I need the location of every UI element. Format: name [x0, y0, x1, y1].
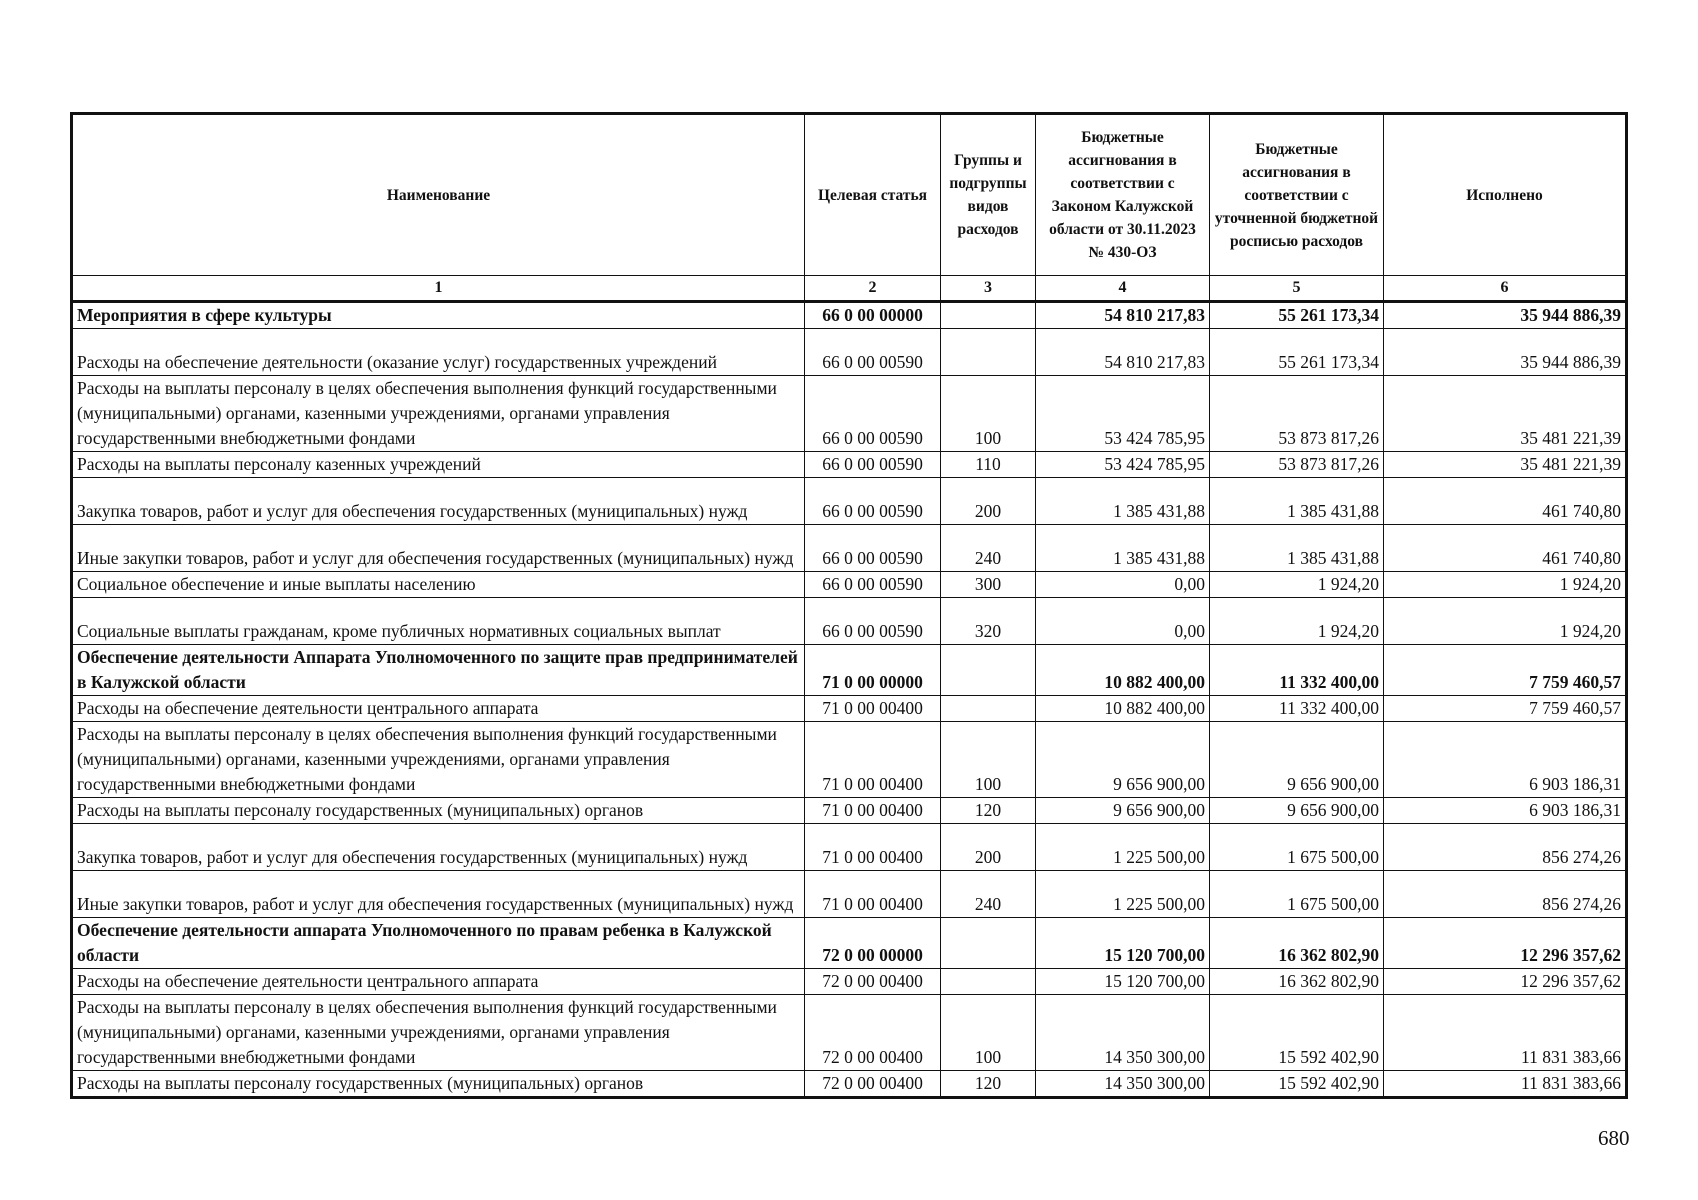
row-law-allocation: 53 424 785,95	[1036, 376, 1210, 452]
row-expense-group: 120	[941, 798, 1036, 824]
row-target-article: 66 0 00 00000	[805, 302, 941, 329]
table-row	[72, 824, 1627, 871]
row-law-allocation: 9 656 900,00	[1036, 722, 1210, 798]
row-name: Расходы на обеспечение деятельности центрального аппарата	[72, 696, 805, 722]
row-executed: 35 944 886,39	[1384, 302, 1627, 329]
row-expense-group: 320	[941, 598, 1036, 645]
row-law-allocation: 1 385 431,88	[1036, 525, 1210, 572]
table-row	[72, 478, 1627, 525]
row-name: Закупка товаров, работ и услуг для обеспечения государственных (муниципальных) нужд	[72, 478, 805, 525]
row-expense-group: 240	[941, 525, 1036, 572]
row-target-article: 71 0 00 00400	[805, 696, 941, 722]
budget-table	[70, 112, 1628, 1099]
row-law-allocation: 1 225 500,00	[1036, 871, 1210, 918]
table-row	[72, 525, 1627, 572]
header-revised-allocations: Бюджетные ассигнования в соответствии с уточненной бюджетной росписью расходов	[1210, 114, 1384, 276]
table-row	[72, 329, 1627, 376]
table-row	[72, 572, 1627, 598]
header-name: Наименование	[72, 114, 805, 276]
row-name: Социальные выплаты гражданам, кроме публичных нормативных социальных выплат	[72, 598, 805, 645]
row-expense-group: 200	[941, 824, 1036, 871]
row-target-article: 72 0 00 00400	[805, 969, 941, 995]
column-number: 5	[1210, 276, 1384, 302]
row-law-allocation: 9 656 900,00	[1036, 798, 1210, 824]
table-row	[72, 722, 1627, 798]
row-target-article: 66 0 00 00590	[805, 329, 941, 376]
row-expense-group	[941, 696, 1036, 722]
table-row	[72, 645, 1627, 696]
row-executed: 7 759 460,57	[1384, 645, 1627, 696]
row-executed: 7 759 460,57	[1384, 696, 1627, 722]
table-row	[72, 969, 1627, 995]
row-name: Расходы на обеспечение деятельности центрального аппарата	[72, 969, 805, 995]
column-number: 2	[805, 276, 941, 302]
row-revised-allocation: 55 261 173,34	[1210, 302, 1384, 329]
row-name: Расходы на выплаты персоналу в целях обеспечения выполнения функций государственными (муниципальными) органами, казенными учреждениями, органами управления государственными внебюджетными фондами	[72, 376, 805, 452]
row-target-article: 66 0 00 00590	[805, 376, 941, 452]
row-expense-group	[941, 329, 1036, 376]
row-revised-allocation: 1 675 500,00	[1210, 871, 1384, 918]
row-target-article: 66 0 00 00590	[805, 478, 941, 525]
row-revised-allocation: 53 873 817,26	[1210, 452, 1384, 478]
row-name: Расходы на выплаты персоналу казенных учреждений	[72, 452, 805, 478]
row-executed: 11 831 383,66	[1384, 1071, 1627, 1098]
table-row	[72, 598, 1627, 645]
row-name: Мероприятия в сфере культуры	[72, 302, 805, 329]
row-revised-allocation: 11 332 400,00	[1210, 696, 1384, 722]
row-name: Расходы на выплаты персоналу в целях обеспечения выполнения функций государственными (муниципальными) органами, казенными учреждениями, органами управления государственными внебюджетными фондами	[72, 995, 805, 1071]
row-expense-group: 100	[941, 995, 1036, 1071]
row-target-article: 71 0 00 00400	[805, 798, 941, 824]
header-law-allocations: Бюджетные ассигнования в соответствии с Законом Калужской области от 30.11.2023 № 430-ОЗ	[1036, 114, 1210, 276]
row-target-article: 71 0 00 00400	[805, 871, 941, 918]
row-executed: 461 740,80	[1384, 525, 1627, 572]
row-revised-allocation: 53 873 817,26	[1210, 376, 1384, 452]
row-law-allocation: 14 350 300,00	[1036, 995, 1210, 1071]
row-target-article: 72 0 00 00400	[805, 995, 941, 1071]
row-name: Расходы на выплаты персоналу в целях обеспечения выполнения функций государственными (муниципальными) органами, казенными учреждениями, органами управления государственными внебюджетными фондами	[72, 722, 805, 798]
row-revised-allocation: 55 261 173,34	[1210, 329, 1384, 376]
row-executed: 856 274,26	[1384, 824, 1627, 871]
row-target-article: 72 0 00 00000	[805, 918, 941, 969]
row-revised-allocation: 1 385 431,88	[1210, 525, 1384, 572]
row-executed: 35 481 221,39	[1384, 376, 1627, 452]
table-row	[72, 696, 1627, 722]
row-name: Расходы на выплаты персоналу государственных (муниципальных) органов	[72, 1071, 805, 1098]
row-target-article: 66 0 00 00590	[805, 572, 941, 598]
row-expense-group	[941, 918, 1036, 969]
row-law-allocation: 54 810 217,83	[1036, 302, 1210, 329]
row-expense-group: 120	[941, 1071, 1036, 1098]
row-expense-group: 100	[941, 722, 1036, 798]
row-revised-allocation: 15 592 402,90	[1210, 995, 1384, 1071]
row-expense-group: 200	[941, 478, 1036, 525]
row-name: Иные закупки товаров, работ и услуг для обеспечения государственных (муниципальных) нужд	[72, 871, 805, 918]
row-target-article: 66 0 00 00590	[805, 598, 941, 645]
column-number: 3	[941, 276, 1036, 302]
row-executed: 6 903 186,31	[1384, 722, 1627, 798]
row-law-allocation: 10 882 400,00	[1036, 696, 1210, 722]
row-name: Обеспечение деятельности аппарата Уполномоченного по правам ребенка в Калужской области	[72, 918, 805, 969]
table-body	[72, 302, 1627, 1098]
row-revised-allocation: 9 656 900,00	[1210, 798, 1384, 824]
row-executed: 12 296 357,62	[1384, 918, 1627, 969]
row-name: Закупка товаров, работ и услуг для обеспечения государственных (муниципальных) нужд	[72, 824, 805, 871]
row-executed: 35 481 221,39	[1384, 452, 1627, 478]
row-law-allocation: 1 225 500,00	[1036, 824, 1210, 871]
row-executed: 461 740,80	[1384, 478, 1627, 525]
row-name: Обеспечение деятельности Аппарата Уполномоченного по защите прав предпринимателей в Калужской области	[72, 645, 805, 696]
row-expense-group	[941, 645, 1036, 696]
table-row	[72, 302, 1627, 329]
row-target-article: 71 0 00 00400	[805, 824, 941, 871]
table-row	[72, 871, 1627, 918]
header-target-article: Целевая статья	[805, 114, 941, 276]
row-target-article: 72 0 00 00400	[805, 1071, 941, 1098]
row-revised-allocation: 9 656 900,00	[1210, 722, 1384, 798]
row-law-allocation: 0,00	[1036, 598, 1210, 645]
header-row	[72, 114, 1627, 276]
table-row	[72, 452, 1627, 478]
row-target-article: 66 0 00 00590	[805, 525, 941, 572]
table-row	[72, 918, 1627, 969]
table-row	[72, 376, 1627, 452]
row-revised-allocation: 15 592 402,90	[1210, 1071, 1384, 1098]
row-revised-allocation: 16 362 802,90	[1210, 918, 1384, 969]
row-executed: 856 274,26	[1384, 871, 1627, 918]
row-target-article: 71 0 00 00400	[805, 722, 941, 798]
row-law-allocation: 15 120 700,00	[1036, 969, 1210, 995]
row-expense-group: 110	[941, 452, 1036, 478]
row-law-allocation: 0,00	[1036, 572, 1210, 598]
row-revised-allocation: 11 332 400,00	[1210, 645, 1384, 696]
row-law-allocation: 10 882 400,00	[1036, 645, 1210, 696]
row-name: Иные закупки товаров, работ и услуг для обеспечения государственных (муниципальных) нужд	[72, 525, 805, 572]
row-executed: 35 944 886,39	[1384, 329, 1627, 376]
row-name: Расходы на обеспечение деятельности (оказание услуг) государственных учреждений	[72, 329, 805, 376]
row-executed: 11 831 383,66	[1384, 995, 1627, 1071]
row-revised-allocation: 1 675 500,00	[1210, 824, 1384, 871]
header-expense-groups: Группы и подгруппы видов расходов	[941, 114, 1036, 276]
row-target-article: 71 0 00 00000	[805, 645, 941, 696]
row-executed: 12 296 357,62	[1384, 969, 1627, 995]
table-row	[72, 995, 1627, 1071]
row-name: Расходы на выплаты персоналу государственных (муниципальных) органов	[72, 798, 805, 824]
row-expense-group: 100	[941, 376, 1036, 452]
row-law-allocation: 1 385 431,88	[1036, 478, 1210, 525]
row-revised-allocation: 1 924,20	[1210, 572, 1384, 598]
column-number: 1	[72, 276, 805, 302]
row-target-article: 66 0 00 00590	[805, 452, 941, 478]
column-number: 4	[1036, 276, 1210, 302]
row-law-allocation: 54 810 217,83	[1036, 329, 1210, 376]
table-row	[72, 798, 1627, 824]
row-revised-allocation: 1 924,20	[1210, 598, 1384, 645]
row-revised-allocation: 16 362 802,90	[1210, 969, 1384, 995]
row-executed: 1 924,20	[1384, 572, 1627, 598]
table-row	[72, 1071, 1627, 1098]
row-expense-group	[941, 302, 1036, 329]
header-executed: Исполнено	[1384, 114, 1627, 276]
row-revised-allocation: 1 385 431,88	[1210, 478, 1384, 525]
row-expense-group: 240	[941, 871, 1036, 918]
row-law-allocation: 15 120 700,00	[1036, 918, 1210, 969]
row-law-allocation: 53 424 785,95	[1036, 452, 1210, 478]
row-executed: 6 903 186,31	[1384, 798, 1627, 824]
column-number: 6	[1384, 276, 1627, 302]
page-number: 680	[1598, 1126, 1630, 1150]
row-expense-group	[941, 969, 1036, 995]
row-name: Социальное обеспечение и иные выплаты населению	[72, 572, 805, 598]
column-number-row	[72, 276, 1627, 302]
row-executed: 1 924,20	[1384, 598, 1627, 645]
row-law-allocation: 14 350 300,00	[1036, 1071, 1210, 1098]
row-expense-group: 300	[941, 572, 1036, 598]
